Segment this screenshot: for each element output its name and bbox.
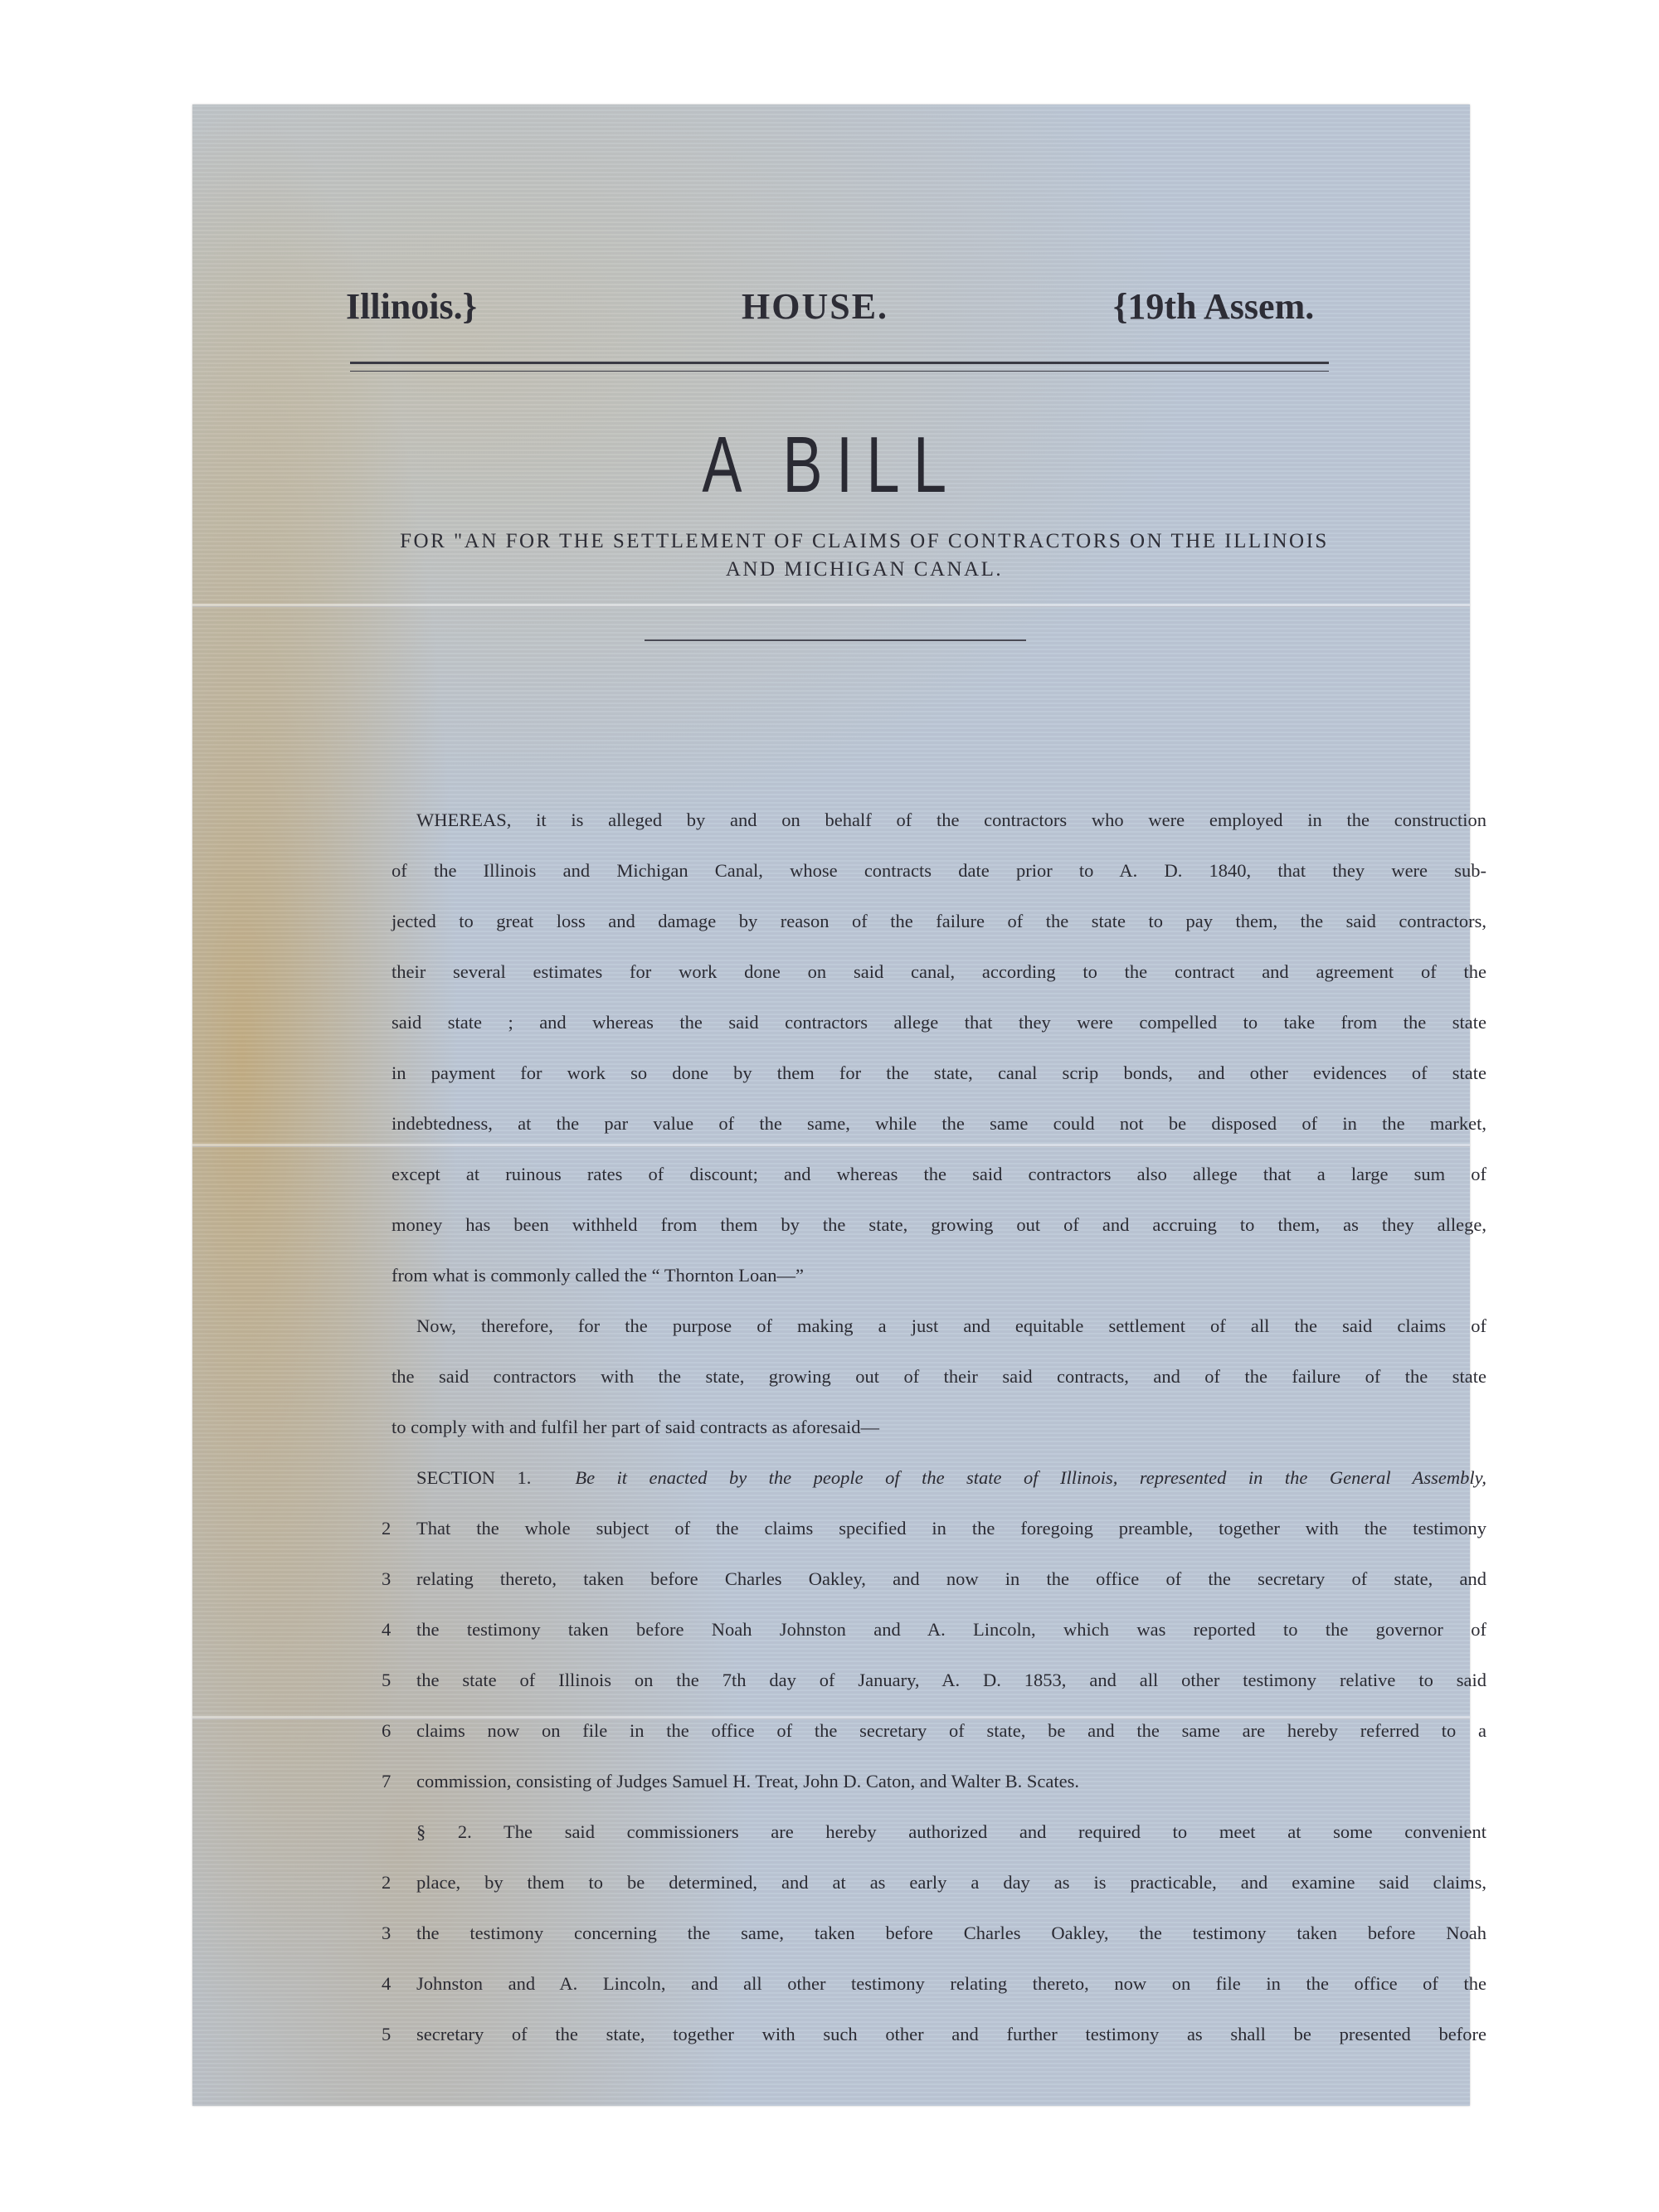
line-number: 5 <box>382 1670 392 1690</box>
document-page <box>192 105 1487 2106</box>
section-1-line <box>382 1619 1486 1669</box>
line-number: 7 <box>382 1771 392 1791</box>
line-number: 5 <box>382 2024 392 2044</box>
bill-header <box>192 285 1470 343</box>
line-text: place, by them to be determined, and at as early a day as is practicable, and examine said claims, <box>416 1872 1486 1893</box>
line-number: 4 <box>382 1973 392 1994</box>
section-1-enacting-line <box>392 1467 1486 1517</box>
section-label: SECTION 1. <box>416 1467 532 1488</box>
resolution-line: to comply with and fulfil her part of said contracts as aforesaid— <box>392 1417 879 1437</box>
chamber-name: HOUSE. <box>742 286 889 327</box>
line-number: 3 <box>382 1568 392 1589</box>
section-1-line <box>382 1518 1486 1568</box>
line-number: 4 <box>382 1619 392 1640</box>
preamble-line: said state ; and whereas the said contractors allege that they were compelled to take from the state <box>392 1012 1486 1033</box>
line-text: the state of Illinois on the 7th day of January, A. D. 1853, and all other testimony relative to said <box>416 1670 1486 1690</box>
section-2-line <box>382 1923 1486 1972</box>
header-rule <box>350 362 1329 372</box>
section-2-line <box>382 2024 1486 2073</box>
bill-subtitle <box>375 527 1354 584</box>
preamble-line: from what is commonly called the “ Thornton Loan—” <box>392 1265 804 1286</box>
line-text: the testimony concerning the same, taken before Charles Oakley, the testimony taken before Noah <box>416 1923 1486 1943</box>
preamble-line: indebtedness, at the par value of the same, while the same could not be disposed of in the market, <box>392 1113 1486 1134</box>
line-number: 3 <box>382 1923 392 1943</box>
preamble-line: their several estimates for work done on said canal, according to the contract and agreement of the <box>392 961 1486 982</box>
preamble-line: money has been withheld from them by the state, growing out of and accruing to them, as they allege, <box>392 1214 1486 1235</box>
state-name: Illinois.} <box>346 286 477 327</box>
assembly-number: {19th Assem. <box>1113 286 1315 327</box>
section-2-line <box>382 1973 1486 2023</box>
section-1-line <box>382 1771 1486 1821</box>
line-text: secretary of the state, together with such other and further testimony as shall be presented before <box>416 2024 1486 2044</box>
section-2-first-line: § 2. The said commissioners are hereby authorized and required to meet at some convenient <box>416 1821 1486 1842</box>
title-divider <box>645 639 1026 641</box>
line-number: 2 <box>382 1872 392 1893</box>
line-number: 6 <box>382 1720 392 1741</box>
section-1-line <box>382 1568 1486 1618</box>
line-text: commission, consisting of Judges Samuel H. Treat, John D. Caton, and Walter B. Scates. <box>416 1771 1079 1791</box>
line-text: That the whole subject of the claims specified in the foregoing preamble, together with the testimony <box>416 1518 1486 1539</box>
fold-crease <box>192 604 1470 607</box>
preamble-line: WHEREAS, it is alleged by and on behalf of the contractors who were employed in the construction <box>416 809 1486 830</box>
subtitle-line: FOR "AN FOR THE SETTLEMENT OF CLAIMS OF CONTRACTORS ON THE ILLINOIS <box>400 530 1329 552</box>
line-number: 2 <box>382 1518 392 1539</box>
resolution-line: the said contractors with the state, growing out of their said contracts, and of the failure of the state <box>392 1366 1486 1387</box>
resolution-line: Now, therefore, for the purpose of making a just and equitable settlement of all the said claims of <box>416 1315 1486 1336</box>
line-text: relating thereto, taken before Charles Oakley, and now in the office of the secretary of state, and <box>416 1568 1486 1589</box>
line-text: claims now on file in the office of the secretary of state, be and the same are hereby referred to a <box>416 1720 1486 1741</box>
line-text: Johnston and A. Lincoln, and all other testimony relating thereto, now on file in the office of the <box>416 1973 1486 1994</box>
preamble-line: in payment for work so done by them for the state, canal scrip bonds, and other evidences of state <box>392 1062 1486 1083</box>
section-2-line <box>382 1872 1486 1922</box>
preamble-line: except at ruinous rates of discount; and whereas the said contractors also allege that a large sum of <box>392 1164 1486 1184</box>
bill-title: A BILL <box>702 421 961 509</box>
subtitle-line: AND MICHIGAN CANAL. <box>725 558 1004 581</box>
section-1-line <box>382 1720 1486 1770</box>
enacting-clause: Be it enacted by the people of the state of Illinois, represented in the General Assembly, <box>575 1467 1487 1488</box>
preamble-line: of the Illinois and Michigan Canal, whose contracts date prior to A. D. 1840, that they were sub- <box>392 860 1486 881</box>
section-1-line <box>382 1670 1486 1719</box>
line-text: the testimony taken before Noah Johnston and A. Lincoln, which was reported to the governor of <box>416 1619 1486 1640</box>
preamble-line: jected to great loss and damage by reason of the failure of the state to pay them, the said contractors, <box>392 911 1486 931</box>
